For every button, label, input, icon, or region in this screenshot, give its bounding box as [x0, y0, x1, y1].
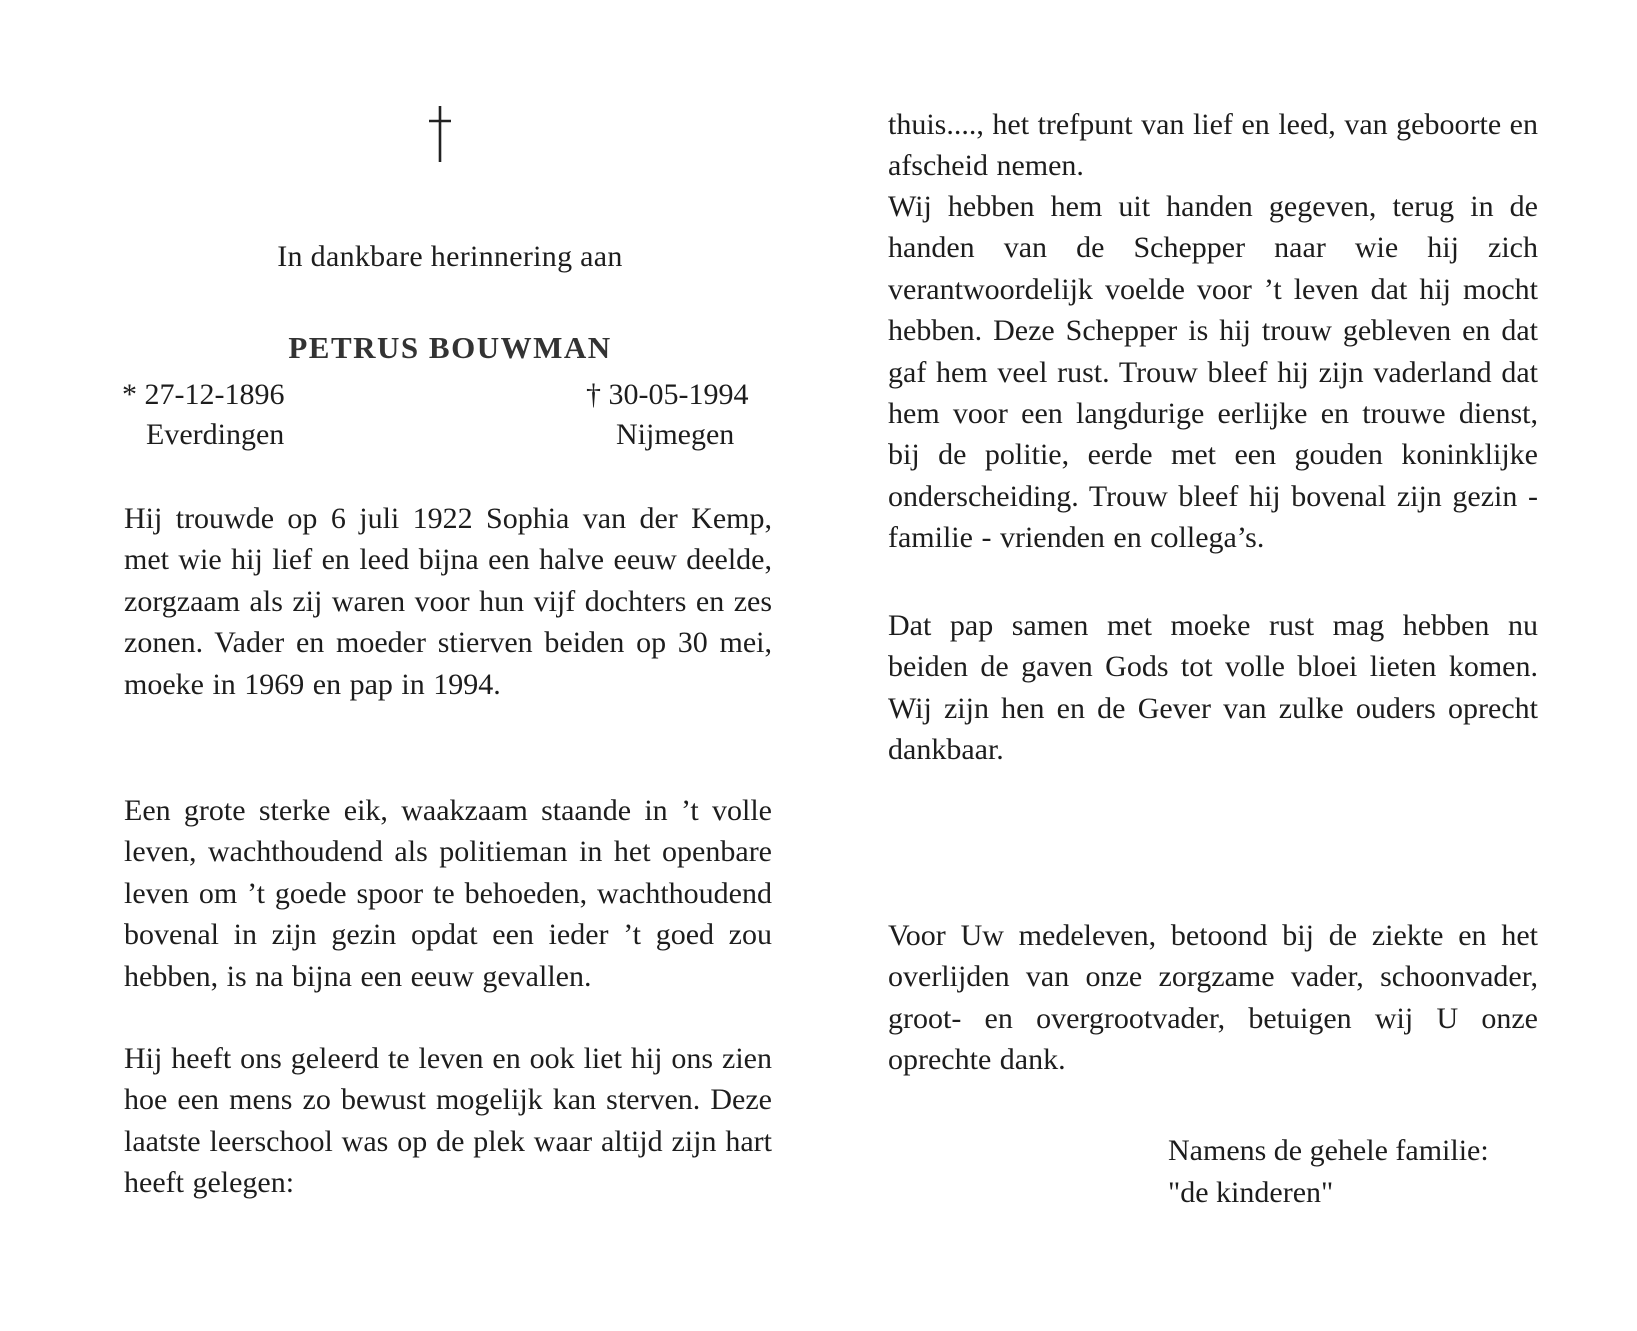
death-date: 30-05-1994 — [608, 378, 749, 411]
paragraph-rest: Dat pap samen met moeke rust mag hebben nu beiden de gaven Gods tot volle bloei lieten komen. Wij zijn hen en de Gever van zulke ouders oprecht dankbaar. — [888, 609, 1538, 767]
death-date-line — [586, 374, 748, 415]
paragraph-oak: Een grote sterke eik, waakzaam staande in ’t volle leven, wachthoudend als politieman in het openbare leven om ’t goede spoor te behoeden, wachthoudend bovenal in zijn gezin opdat een ieder ’t goed zou hebben, is na bijna een eeuw gevallen. — [124, 794, 772, 993]
intro-text: In dankbare herinnering aan — [277, 240, 623, 273]
birth-symbol: * — [122, 378, 137, 411]
left-page — [0, 0, 818, 1331]
paragraph-home: thuis...., het trefpunt van lief en leed, van geboorte en afscheid nemen. — [888, 108, 1538, 183]
signature-block — [1168, 1130, 1489, 1214]
paragraph-thanks: Voor Uw medeleven, betoond bij de ziekte en het overlijden van onze zorgzame vader, schoonvader, groot- en overgrootvader, betuigen wij U onze oprechte dank. — [888, 919, 1538, 1077]
paragraph-creator: Wij hebben hem uit handen gegeven, terug in de handen van de Schepper naar wie hij zich verantwoordelijk voelde voor ’t leven dat hij mocht hebben. Deze Schepper is hij trouw gebleven en dat gaf hem veel rust. Trouw bleef hij zijn vaderland dat hem voor een langdurige eerlijke en trouwe dienst, bij de politie, eerde met een gouden koninklijke onderscheiding. Trouw bleef hij bovenal zijn gezin - familie - vrienden en collega’s. — [888, 190, 1538, 555]
paragraph-taught: Hij heeft ons geleerd te leven en ook liet hij ons zien hoe een mens zo bewust mogelijk kan sterven. Deze laatste leerschool was op de plek waar altijd zijn hart heeft gelegen: — [124, 1042, 772, 1200]
signature-line-children: "de kinderen" — [1168, 1176, 1334, 1209]
birth-place: Everdingen — [146, 418, 285, 451]
death-symbol: † — [586, 378, 601, 411]
birth-date-line — [122, 374, 284, 415]
birth-date: 27-12-1896 — [144, 378, 285, 411]
paragraph-marriage: Hij trouwde op 6 juli 1922 Sophia van der Kemp, met wie hij lief en leed bijna een halve eeuw deelde, zorgzaam als zij waren voor hun vijf dochters en zes zonen. Vader en moeder stierven beiden op 30 mei, moeke in 1969 en pap in 1994. — [124, 502, 772, 701]
latin-cross-icon — [420, 102, 460, 166]
death-place: Nijmegen — [616, 418, 735, 451]
signature-line-family: Namens de gehele familie: — [1168, 1134, 1489, 1167]
deceased-name: PETRUS BOUWMAN — [288, 330, 612, 365]
